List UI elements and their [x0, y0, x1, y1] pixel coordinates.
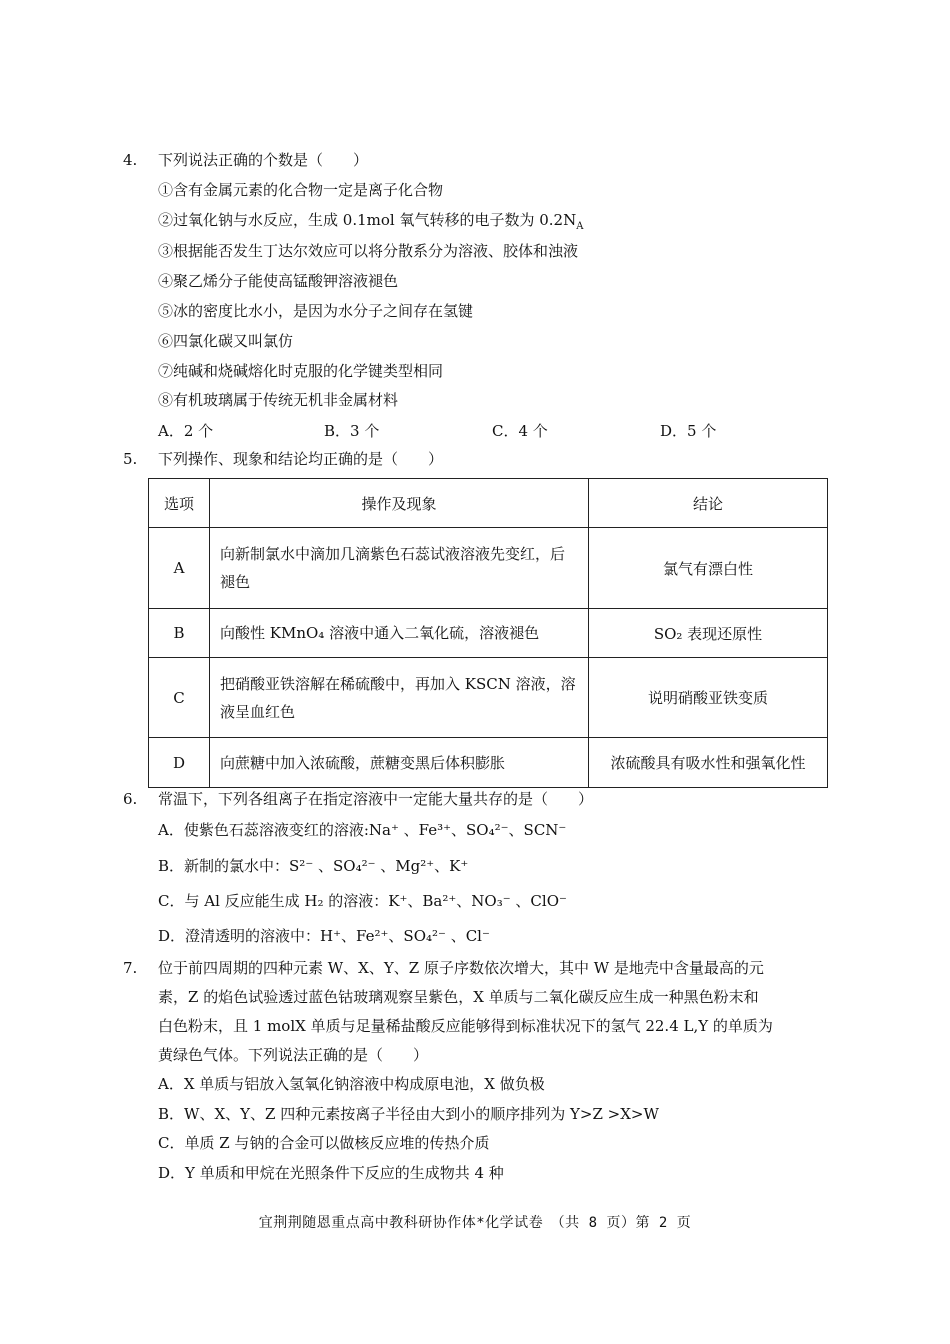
q7-stem-line-4: 黄绿色气体。下列说法正确的是（ ） [158, 1046, 429, 1064]
q4-option-c: C．4 个 [492, 422, 548, 440]
row-a-conclusion: 氯气有漂白性 [589, 528, 828, 609]
table-row [149, 609, 828, 658]
q7-number: 7. [123, 959, 138, 977]
table-row [149, 658, 828, 738]
q5-number: 5. [123, 450, 138, 468]
row-b-option: B [149, 609, 210, 658]
header-option: 选项 [149, 479, 210, 528]
q4-statement-5: ⑤冰的密度比水小，是因为水分子之间存在氢键 [158, 302, 474, 320]
q4-option-b: B．3 个 [324, 422, 380, 440]
q4-statement-1: ①含有金属元素的化合物一定是离子化合物 [158, 181, 444, 199]
q5-stem: 下列操作、现象和结论均正确的是（ ） [158, 450, 444, 468]
row-d-operation: 向蔗糖中加入浓硫酸，蔗糖变黑后体积膨胀 [210, 738, 589, 788]
q6-option-b: B．新制的氯水中：S²⁻ 、SO₄²⁻ 、Mg²⁺、K⁺ [158, 857, 469, 875]
q4-number: 4. [123, 151, 138, 169]
q7-option-a: A．X 单质与铝放入氢氧化钠溶液中构成原电池，X 做负极 [158, 1075, 545, 1093]
row-a-option: A [149, 528, 210, 609]
q7-stem-line-1: 位于前四周期的四种元素 W、X、Y、Z 原子序数依次增大，其中 W 是地壳中含量最高的元 [158, 959, 764, 977]
table-header-row [149, 479, 828, 528]
row-c-option: C [149, 658, 210, 738]
header-conclusion: 结论 [589, 479, 828, 528]
q7-option-d: D．Y 单质和甲烷在光照条件下反应的生成物共 4 种 [158, 1164, 504, 1182]
q4-statement-8: ⑧有机玻璃属于传统无机非金属材料 [158, 391, 399, 409]
header-operation: 操作及现象 [210, 479, 589, 528]
q4-statement-7: ⑦纯碱和烧碱熔化时克服的化学键类型相同 [158, 362, 444, 380]
row-c-operation: 把硝酸亚铁溶解在稀硫酸中，再加入 KSCN 溶液，溶液呈血红色 [210, 658, 589, 738]
q7-option-c: C．单质 Z 与钠的合金可以做核反应堆的传热介质 [158, 1134, 490, 1152]
row-d-conclusion: 浓硫酸具有吸水性和强氧化性 [589, 738, 828, 788]
q7-stem-line-2: 素，Z 的焰色试验透过蓝色钴玻璃观察呈紫色，X 单质与二氧化碳反应生成一种黑色粉末和 [158, 988, 759, 1006]
q4-option-d: D．5 个 [660, 422, 717, 440]
row-b-operation: 向酸性 KMnO₄ 溶液中通入二氧化硫，溶液褪色 [210, 609, 589, 658]
q7-stem-line-3: 白色粉末，且 1 molX 单质与足量稀盐酸反应能够得到标准状况下的氢气 22.4 L,Y 的单质为 [158, 1017, 773, 1035]
table-row [149, 738, 828, 788]
row-d-option: D [149, 738, 210, 788]
q7-option-b: B．W、X、Y、Z 四种元素按离子半径由大到小的顺序排列为 Y>Z >X>W [158, 1105, 659, 1123]
row-a-operation: 向新制氯水中滴加几滴紫色石蕊试液溶液先变红，后褪色 [210, 528, 589, 609]
q4-statement-2-text: ②过氧化钠与水反应，生成 0.1mol 氧气转移的电子数为 0.2N [158, 211, 577, 229]
q6-number: 6. [123, 790, 138, 808]
q4-statement-4: ④聚乙烯分子能使高锰酸钾溶液褪色 [158, 272, 399, 290]
table-row [149, 528, 828, 609]
page-footer: 宜荆荆随恩重点高中教科研协作体*化学试卷 （共 8 页）第 2 页 [258, 1215, 692, 1231]
q4-statement-2 [158, 210, 583, 237]
row-b-conclusion: SO₂ 表现还原性 [589, 609, 828, 658]
q6-option-a: A．使紫色石蕊溶液变红的溶液:Na⁺ 、Fe³⁺、SO₄²⁻、SCN⁻ [158, 821, 567, 839]
q6-stem: 常温下，下列各组离子在指定溶液中一定能大量共存的是（ ） [158, 790, 594, 808]
q4-statement-6: ⑥四氯化碳又叫氯仿 [158, 332, 294, 350]
q4-option-a: A．2 个 [158, 422, 214, 440]
q6-option-d: D．澄清透明的溶液中：H⁺、Fe²⁺、SO₄²⁻ 、Cl⁻ [158, 927, 490, 945]
row-c-conclusion: 说明硝酸亚铁变质 [589, 658, 828, 738]
q4-stem: 下列说法正确的个数是（ ） [158, 151, 369, 169]
q4-statement-2-subscript: A [576, 221, 584, 232]
q4-statement-3: ③根据能否发生丁达尔效应可以将分散系分为溶液、胶体和浊液 [158, 242, 579, 260]
q5-table [148, 478, 828, 788]
q6-option-c: C．与 Al 反应能生成 H₂ 的溶液：K⁺、Ba²⁺、NO₃⁻ 、ClO⁻ [158, 892, 567, 910]
